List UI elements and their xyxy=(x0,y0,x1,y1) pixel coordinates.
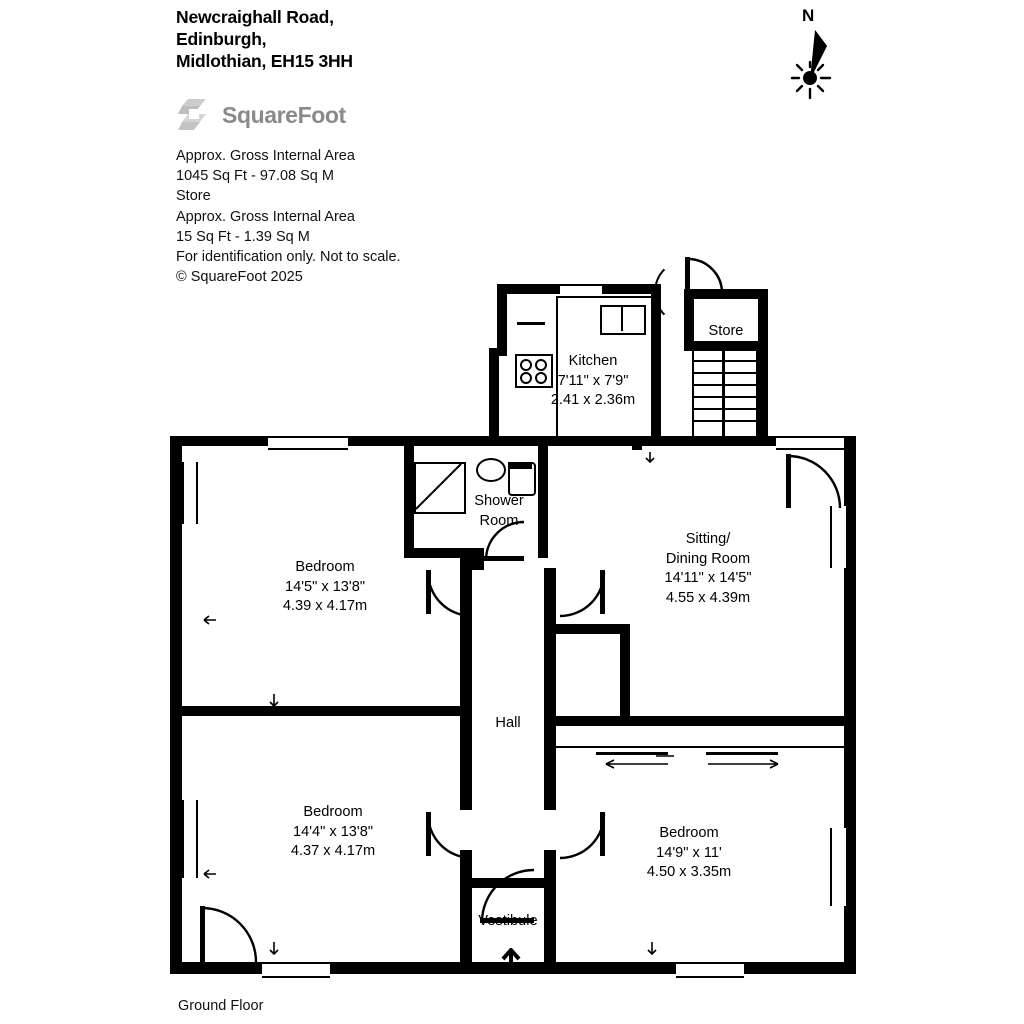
shower-room-name-line1: Shower xyxy=(474,493,524,509)
address-line-3: Midlothian, EH15 3HH xyxy=(176,51,353,71)
entrance-arrow-icon xyxy=(498,948,524,982)
bedroom3-dim-imperial: 14'9" x 11' xyxy=(656,844,722,861)
wc-cistern xyxy=(508,462,532,469)
stairs-outline-left xyxy=(692,351,694,437)
window-bedroom2-left xyxy=(182,800,198,878)
window-bedroom1-top xyxy=(268,436,348,450)
door-sitting-dining-icon[interactable] xyxy=(552,570,612,630)
bedroom1-name: Bedroom xyxy=(295,559,355,575)
stair-tread-5 xyxy=(692,408,758,410)
kitchen-sink-divider xyxy=(621,305,623,331)
area-line-4: Approx. Gross Internal Area xyxy=(176,208,355,225)
stairs-outline-right xyxy=(756,351,758,437)
bedroom1-dim-metric: 4.39 x 4.17m xyxy=(282,598,368,614)
shower-room-name-line2: Room xyxy=(479,512,519,529)
room-label-vestibule xyxy=(452,912,564,932)
bedroom2-dim-metric: 4.37 x 4.17m xyxy=(290,843,376,859)
logo-wordmark: SquareFoot xyxy=(222,101,346,128)
wall-kitchen-left-upper xyxy=(497,284,507,350)
address-line-2: Edinburgh, xyxy=(176,29,267,49)
wall-store-right xyxy=(758,289,768,439)
room-label-shower-room xyxy=(444,492,554,531)
wall-sitting-stub-vertical xyxy=(620,624,630,716)
window-sitting-top xyxy=(776,436,844,450)
window-arrow-bedroom3-bottom-icon xyxy=(642,940,662,956)
area-line-2: 1045 Sq Ft - 97.08 Sq M xyxy=(176,168,334,185)
area-line-3: Store xyxy=(176,188,211,205)
room-label-bedroom-2 xyxy=(246,803,420,862)
window-bedroom2-bottom xyxy=(262,962,330,978)
hall-name: Hall xyxy=(495,715,521,731)
wash-basin xyxy=(476,458,506,482)
door-bedroom2-icon[interactable] xyxy=(420,812,480,872)
stair-tread-3 xyxy=(692,384,758,386)
kitchen-sink xyxy=(600,305,646,335)
window-arrow-bedroom2-icon xyxy=(200,866,220,882)
store-name: Store xyxy=(708,323,744,339)
window-bedroom3-bottom xyxy=(676,962,744,978)
room-label-kitchen xyxy=(520,352,666,411)
area-line-5: 15 Sq Ft - 1.39 Sq M xyxy=(176,228,310,245)
wall-kitchen-left-jog xyxy=(489,348,507,356)
room-label-hall xyxy=(476,714,540,734)
wall-shower-left xyxy=(404,446,414,558)
sitting-dining-dim-metric: 4.55 x 4.39m xyxy=(665,589,751,606)
sitting-dining-name-line2: Dining Room xyxy=(665,550,751,567)
stair-tread-2 xyxy=(692,372,758,374)
bedroom3-dim-metric: 4.50 x 3.35m xyxy=(646,864,732,880)
door-sitting-external-icon[interactable] xyxy=(784,452,846,514)
room-label-bedroom-1 xyxy=(238,558,412,617)
door-bedroom2-external-icon[interactable] xyxy=(198,904,264,966)
area-line-1: Approx. Gross Internal Area xyxy=(176,148,355,164)
area-line-7: © SquareFoot 2025 xyxy=(176,269,303,286)
bedroom2-dim-imperial: 14'4" x 13'8" xyxy=(292,823,374,840)
wall-sitting-bedroom3-divider xyxy=(556,716,856,726)
kitchen-name: Kitchen xyxy=(568,353,618,369)
kitchen-dim-imperial: 7'11" x 7'9" xyxy=(557,372,629,389)
stair-tread-4 xyxy=(692,396,758,398)
bedroom1-dim-imperial: 14'5" x 13'8" xyxy=(284,578,366,595)
sitting-dining-dim-imperial: 14'11" x 14'5" xyxy=(664,570,752,586)
compass-north-label: N xyxy=(802,6,815,25)
window-bedroom1-left xyxy=(182,462,198,524)
wall-hall-left-mid xyxy=(460,624,472,810)
stair-tread-6 xyxy=(692,420,758,422)
kitchen-dim-metric: 2.41 x 2.36m xyxy=(550,392,636,408)
stair-rail xyxy=(722,351,725,437)
room-label-store xyxy=(676,322,776,342)
sitting-dining-name-line1: Sitting/ xyxy=(685,531,731,547)
room-label-sitting-dining xyxy=(620,530,796,608)
wall-kitchen-left-lower xyxy=(489,348,499,446)
bedroom2-name: Bedroom xyxy=(303,804,363,820)
kitchen-worktop-line-top xyxy=(556,296,652,298)
wall-store-bottom xyxy=(684,341,768,351)
floor-label: Ground Floor xyxy=(178,998,264,1014)
window-bedroom3-right xyxy=(830,828,848,906)
room-label-bedroom-3 xyxy=(602,824,776,883)
bedroom3-name: Bedroom xyxy=(659,825,719,841)
address-line-1: Newcraighall Road, xyxy=(176,7,334,27)
window-arrow-bedroom-divider-icon xyxy=(264,692,284,708)
window-arrow-bedroom1-icon xyxy=(200,612,220,628)
wall-bedroom-divider xyxy=(182,706,472,716)
sliding-door-track xyxy=(556,746,856,748)
stair-tread-1 xyxy=(692,360,758,362)
wall-shower-stub xyxy=(460,548,484,570)
area-line-6: For identification only. Not to scale. xyxy=(176,249,401,266)
wall-main-left xyxy=(170,436,182,974)
sliding-door-arrows-icon xyxy=(596,752,786,772)
wall-hall-right-mid xyxy=(544,624,556,810)
stairs-direction-arrow-icon xyxy=(642,450,658,466)
vestibule-name: Vestibule xyxy=(478,913,538,929)
window-arrow-bedroom2-bottom-icon xyxy=(264,940,284,956)
door-bedroom1-icon[interactable] xyxy=(420,570,480,630)
window-sitting-right xyxy=(830,506,848,568)
door-kitchen-leaf xyxy=(517,322,545,325)
